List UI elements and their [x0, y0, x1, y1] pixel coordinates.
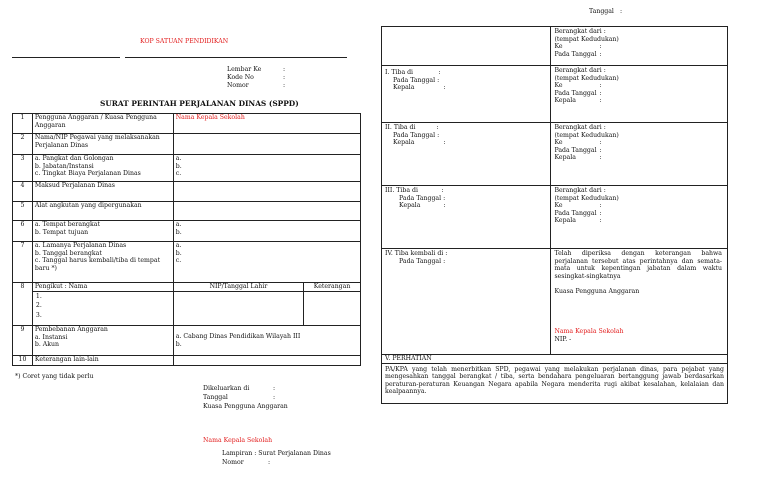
tanggal-label: Tanggal: [203, 394, 228, 401]
row-label: Alat angkutan yang dipergunakan: [32, 202, 173, 221]
tiba-cell: II. Tiba di : Pada Tanggal : Kepala :: [382, 123, 551, 186]
table-row: [13, 326, 361, 356]
table-row: [382, 123, 728, 186]
header-line-right: [125, 57, 347, 58]
dikeluarkan-label: Dikeluarkan di: [203, 385, 250, 392]
header-line-left: [12, 57, 120, 58]
kuasa-label: Kuasa Pengguna Anggaran: [203, 403, 288, 410]
table-row: [382, 27, 728, 66]
table-row: [382, 186, 728, 249]
perjalanan-table: [381, 26, 728, 404]
document-title: SURAT PERINTAH PERJALANAN DINAS (SPPD): [100, 99, 299, 108]
pengikut-cell: Pengikut : Nama 1. 2. 3.: [32, 283, 173, 326]
tanggal-label: Tanggal: [589, 8, 614, 15]
table-row: [13, 134, 361, 155]
table-row: [13, 114, 361, 134]
nip-column: NIP/Tanggal Lahir: [173, 283, 303, 326]
berangkat-cell: Berangkat dari : (tempat Kedudukan) Ke : Pada Tanggal : Kepala :: [551, 123, 728, 186]
row-value: [173, 182, 360, 202]
row-number: 2: [13, 134, 33, 155]
row-value: a. Cabang Dinas Pendidikan Wilayah III b.: [173, 326, 360, 356]
berangkat-cell: Berangkat dari : (tempat Kedudukan) Ke : Pada Tanggal :: [551, 27, 728, 66]
kuasa-label: Kuasa Pengguna Anggaran: [554, 288, 640, 296]
row-label: Pembebanan Anggaran a. Instansi b. Akun: [32, 326, 173, 356]
kop-title: KOP SATUAN PENDIDIKAN: [140, 38, 229, 45]
perhatian-heading: V. PERHATIAN: [382, 355, 728, 364]
row-label: a. Lamanya Perjalanan Dinas b. Tanggal berangkat c. Tanggal harus kembali/tiba di tempat baru *): [32, 242, 173, 283]
tiba-kembali-cell: IV. Tiba kembali di : Pada Tanggal :: [382, 249, 551, 355]
sppd-table: [12, 113, 361, 366]
row-number: 10: [13, 356, 33, 366]
pemeriksaan-text: Telah diperiksa dengan keterangan bahwa perjalanan tersebut atas perintahnya dan semata-mata untuk kepentingan jabatan dalam waktu sesingkat-singkatnya: [554, 250, 722, 280]
empty-cell: [382, 27, 551, 66]
row-value: [173, 202, 360, 221]
lembar-label: Lembar Ke: [227, 66, 262, 73]
table-row: [13, 155, 361, 182]
row-number: 5: [13, 202, 33, 221]
table-row: [382, 355, 728, 364]
berangkat-cell: Berangkat dari : (tempat Kedudukan) Ke : Pada Tanggal : Kepala :: [551, 66, 728, 123]
colon: :: [268, 459, 271, 466]
row-number: 6: [13, 221, 33, 242]
footnote: *) Coret yang tidak perlu: [15, 373, 94, 380]
row-label: Keterangan lain-lain: [32, 356, 173, 366]
colon: :: [283, 82, 286, 89]
perhatian-text: PA/KPA yang telah menerbitkan SPD, pegawai yang melakukan perjalanan dinas, para pejabat yang mengesahkan tanggal berangkat / tiba, serta bendahara pengeluaran bertanggung jawab berdasarkan peraturan-peraturan Keuangan Negara apabila Negara menderita rugi akibat kesalahan, kelalaian dan kealpaannya.: [385, 365, 724, 396]
row-value: a. b. c.: [173, 155, 360, 182]
table-row: [13, 242, 361, 283]
row-value: [173, 356, 360, 366]
table-row: [13, 221, 361, 242]
nip-label: NIP. -: [554, 335, 572, 343]
row-value: a. b. c.: [173, 242, 360, 283]
table-row: [13, 202, 361, 221]
table-row: [382, 66, 728, 123]
nomor-label: Nomor: [227, 82, 249, 89]
row-value: a. b.: [173, 221, 360, 242]
row-label: a. Tempat berangkat b. Tempat tujuan: [32, 221, 173, 242]
table-row: [382, 363, 728, 403]
row-value: [173, 134, 360, 155]
row-number: 9: [13, 326, 33, 356]
kepala-sekolah-name: Nama Kepala Sekolah: [203, 437, 273, 444]
row-number: 7: [13, 242, 33, 283]
perhatian-cell: [382, 363, 728, 403]
row-label: Maksud Perjalanan Dinas: [32, 182, 173, 202]
pemeriksaan-cell: [551, 249, 728, 355]
table-row: [13, 283, 361, 326]
pengguna-anggaran-value: Nama Kepala Sekolah: [173, 114, 360, 134]
row-label: Pengguna Anggaran / Kuasa Pengguna Anggaran: [32, 114, 173, 134]
row-number: 3: [13, 155, 33, 182]
table-row: [13, 356, 361, 366]
lampiran-label: Lampiran : Surat Perjalanan Dinas: [222, 450, 331, 457]
colon: :: [283, 74, 286, 81]
tiba-cell: III. Tiba di : Pada Tanggal : Kepala :: [382, 186, 551, 249]
row-number: 4: [13, 182, 33, 202]
berangkat-cell: Berangkat dari : (tempat Kedudukan) Ke : Pada Tanggal : Kepala :: [551, 186, 728, 249]
tiba-cell: I. Tiba di : Pada Tanggal : Kepala :: [382, 66, 551, 123]
keterangan-column: Keterangan: [304, 283, 361, 326]
nomor-label: Nomor: [222, 459, 244, 466]
kode-label: Kode No: [227, 74, 254, 81]
colon: :: [283, 66, 286, 73]
colon: :: [620, 8, 623, 15]
colon: :: [273, 385, 276, 392]
table-row: [382, 249, 728, 355]
row-label: Nama/NIP Pegawai yang melaksanakan Perjalanan Dinas: [32, 134, 173, 155]
row-number: 1: [13, 114, 33, 134]
kepala-sekolah-name: Nama Kepala Sekolah: [554, 327, 624, 335]
table-row: [13, 182, 361, 202]
row-label: a. Pangkat dan Golongan b. Jabatan/Instansi c. Tingkat Biaya Perjalanan Dinas: [32, 155, 173, 182]
row-number: 8: [13, 283, 33, 326]
colon: :: [273, 394, 276, 401]
